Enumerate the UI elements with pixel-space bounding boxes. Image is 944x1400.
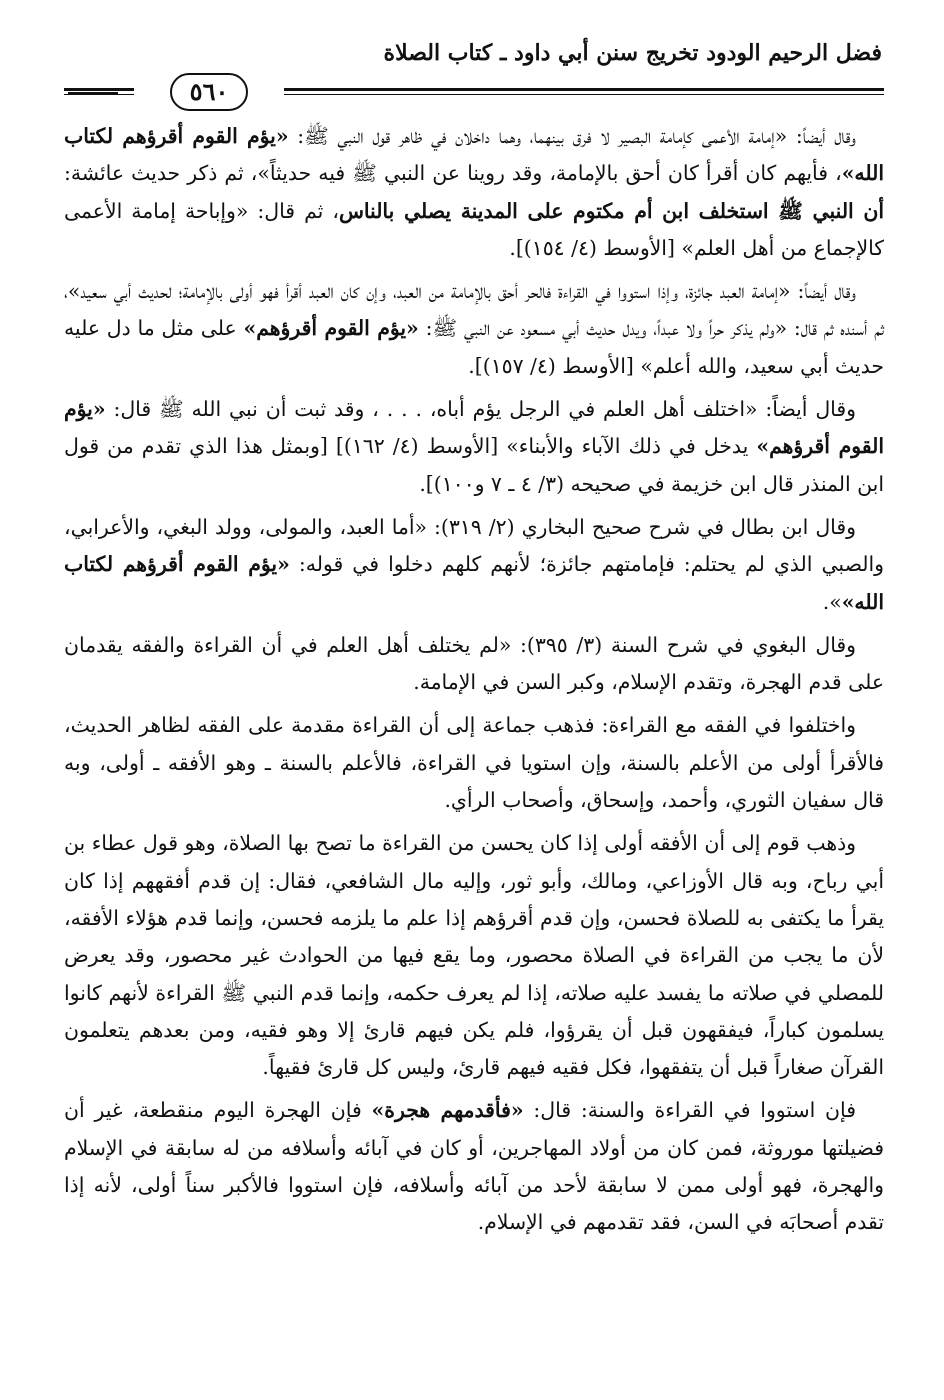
bold-quote: «يؤم القوم أقرؤهم لكتاب الله» <box>64 124 884 186</box>
bold-quote: «يؤم القوم أقرؤهم» <box>64 397 884 459</box>
page-header <box>64 40 884 106</box>
paragraph <box>64 509 884 621</box>
bold-quote: «فأقدمهم هجرة» <box>371 1098 524 1123</box>
body-text <box>64 118 884 1248</box>
text-run: على مثل ما دل عليه حديث أبي سعيد، والله أعلم» [الأوسط (٤/ ١٥٧)]. <box>64 316 884 378</box>
rule-ornament <box>68 86 118 96</box>
bold-quote: «يؤم القوم أقرؤهم لكتاب الله» <box>64 552 884 614</box>
bold-quote: أن النبي ﷺ استخلف ابن أم مكتوم على المدينة يصلي بالناس <box>338 198 884 223</box>
text-run: وقال ابن بطال في شرح صحيح البخاري (٢/ ٣١٩): «أما العبد، والمولى، وولد البغي، والأعرابي، والصبي الذي لم يحتلم: فإمامتهم جائزة؛ لأنهم كلهم دخلوا في قوله: <box>64 514 884 577</box>
paragraph <box>64 1092 884 1241</box>
text-run: ». <box>822 589 842 614</box>
paragraph <box>64 118 884 267</box>
bold-quote: «يؤم القوم أقرؤهم» <box>243 316 419 341</box>
text-run: وقال أيضاً: «اختلف أهل العلم في الرجل يؤم أباه، . . . ، وقد ثبت أن نبي الله ﷺ قال: <box>105 397 856 422</box>
page-number: ٥٦٠ <box>170 73 249 111</box>
text-run: وقال أيضاً: «إمامة العبد جائزة، وإذا استووا في القراءة فالحر أحق بالإمامة من العبد، وإن كان العبد أقرأ فهو أولى بالإمامة؛ لحديث أبي سعيد»، ثم أسنده ثم قال: «ولم يذكر حراً ولا عبداً، ويدل حديث أبي مسعود عن النبي ﷺ: <box>64 279 884 341</box>
text-run: فإن الهجرة اليوم منقطعة، غير أن فضيلتها موروثة، فمن كان من أولاد المهاجرين، أو كان في آبائه وأسلافه من له سابقة في الإسلام والهجرة، فهو أولى ممن لا سابقة لأحد من آبائه وأسلافه، فإن استووا فالأكبر سناً أولى، لأنه إذا تقدم أصحابَه في السن، فقد تقدمهم في الإسلام. <box>64 1098 884 1235</box>
text-run: ، ثم قال: «وإباحة إمامة الأعمى كالإجماع من أهل العلم» [الأوسط (٤/ ١٥٤)]. <box>64 198 884 260</box>
text-run: واختلفوا في الفقه مع القراءة: فذهب جماعة إلى أن القراءة مقدمة على الفقه لظاهر الحديث، فالأقرأ أولى من الأعلم بالسنة، وإن استويا في القراءة، فالأعلم بالسنة ـ وهو الأفقه ـ أولى، وبه قال سفيان الثوري، وأحمد، وإسحاق، وأصحاب الرأي. <box>64 713 884 813</box>
running-title: فضل الرحيم الودود تخريج سنن أبي داود ـ كتاب الصلاة <box>383 40 882 66</box>
paragraph <box>64 707 884 819</box>
paragraph <box>64 273 884 385</box>
page-number-frame <box>134 72 284 112</box>
text-run: وقال أيضاً: «إمامة الأعمى كإمامة البصير لا فرق بينهما، وهما داخلان في ظاهر قول النبي ﷺ: <box>288 124 856 148</box>
text-run: فإن استووا في القراءة والسنة: قال: <box>523 1098 856 1123</box>
text-run: وقال البغوي في شرح السنة (٣/ ٣٩٥): «لم يختلف أهل العلم في أن القراءة والفقه يقدمان على قدم الهجرة، وتقدم الإسلام، وكبر السن في الإمامة. <box>64 632 884 695</box>
paragraph <box>64 627 884 702</box>
text-run: وذهب قوم إلى أن الأفقه أولى إذا كان يحسن من القراءة ما تصح بها الصلاة، وهو قول عطاء بن أبي رباح، وبه قال الأوزاعي، ومالك، وأبو ثور، وإليه مال الشافعي، فقال: إن قدم أفقههم إذا كان يقرأ ما يكتفى به للصلاة فحسن، وإن قدم أقرؤهم إذا علم ما يلزمه فحسن، وإنما قدم هؤلاء الأفقه، لأن ما يجب من القراءة في الصلاة محصور، وما يقع فيها من الحوادث غير محصور، وقد يعرض للمصلي في صلاته ما يفسد عليه صلاته، إذا لم يعرف حكمه، وإنما قدم النبي ﷺ القراءة لأنهم كانوا يسلمون كباراً، فيفقهون قبل أن يقرؤوا، فلم يكن فيهم قارئ إلا وهو فقيه، ومن بعدهم يتعلمون القرآن صغاراً قبل أن يتفقهوا، فكل فقيه فيهم قارئ، وليس كل قارئ فقيهاً. <box>64 831 884 1080</box>
text-run: يدخل في ذلك الآباء والأبناء» [الأوسط (٤/ ١٦٢)] [وبمثل هذا الذي تقدم من قول ابن المنذر قال ابن خزيمة في صحيحه (٣/ ٤ ـ ٧ و١٠٠)]. <box>64 434 884 496</box>
paragraph <box>64 825 884 1086</box>
paragraph <box>64 391 884 503</box>
text-run: ، فأيهم كان أقرأ كان أحق بالإمامة، وقد روينا عن النبي ﷺ فيه حديثاً»، ثم ذكر حديث عائشة: <box>64 161 842 186</box>
